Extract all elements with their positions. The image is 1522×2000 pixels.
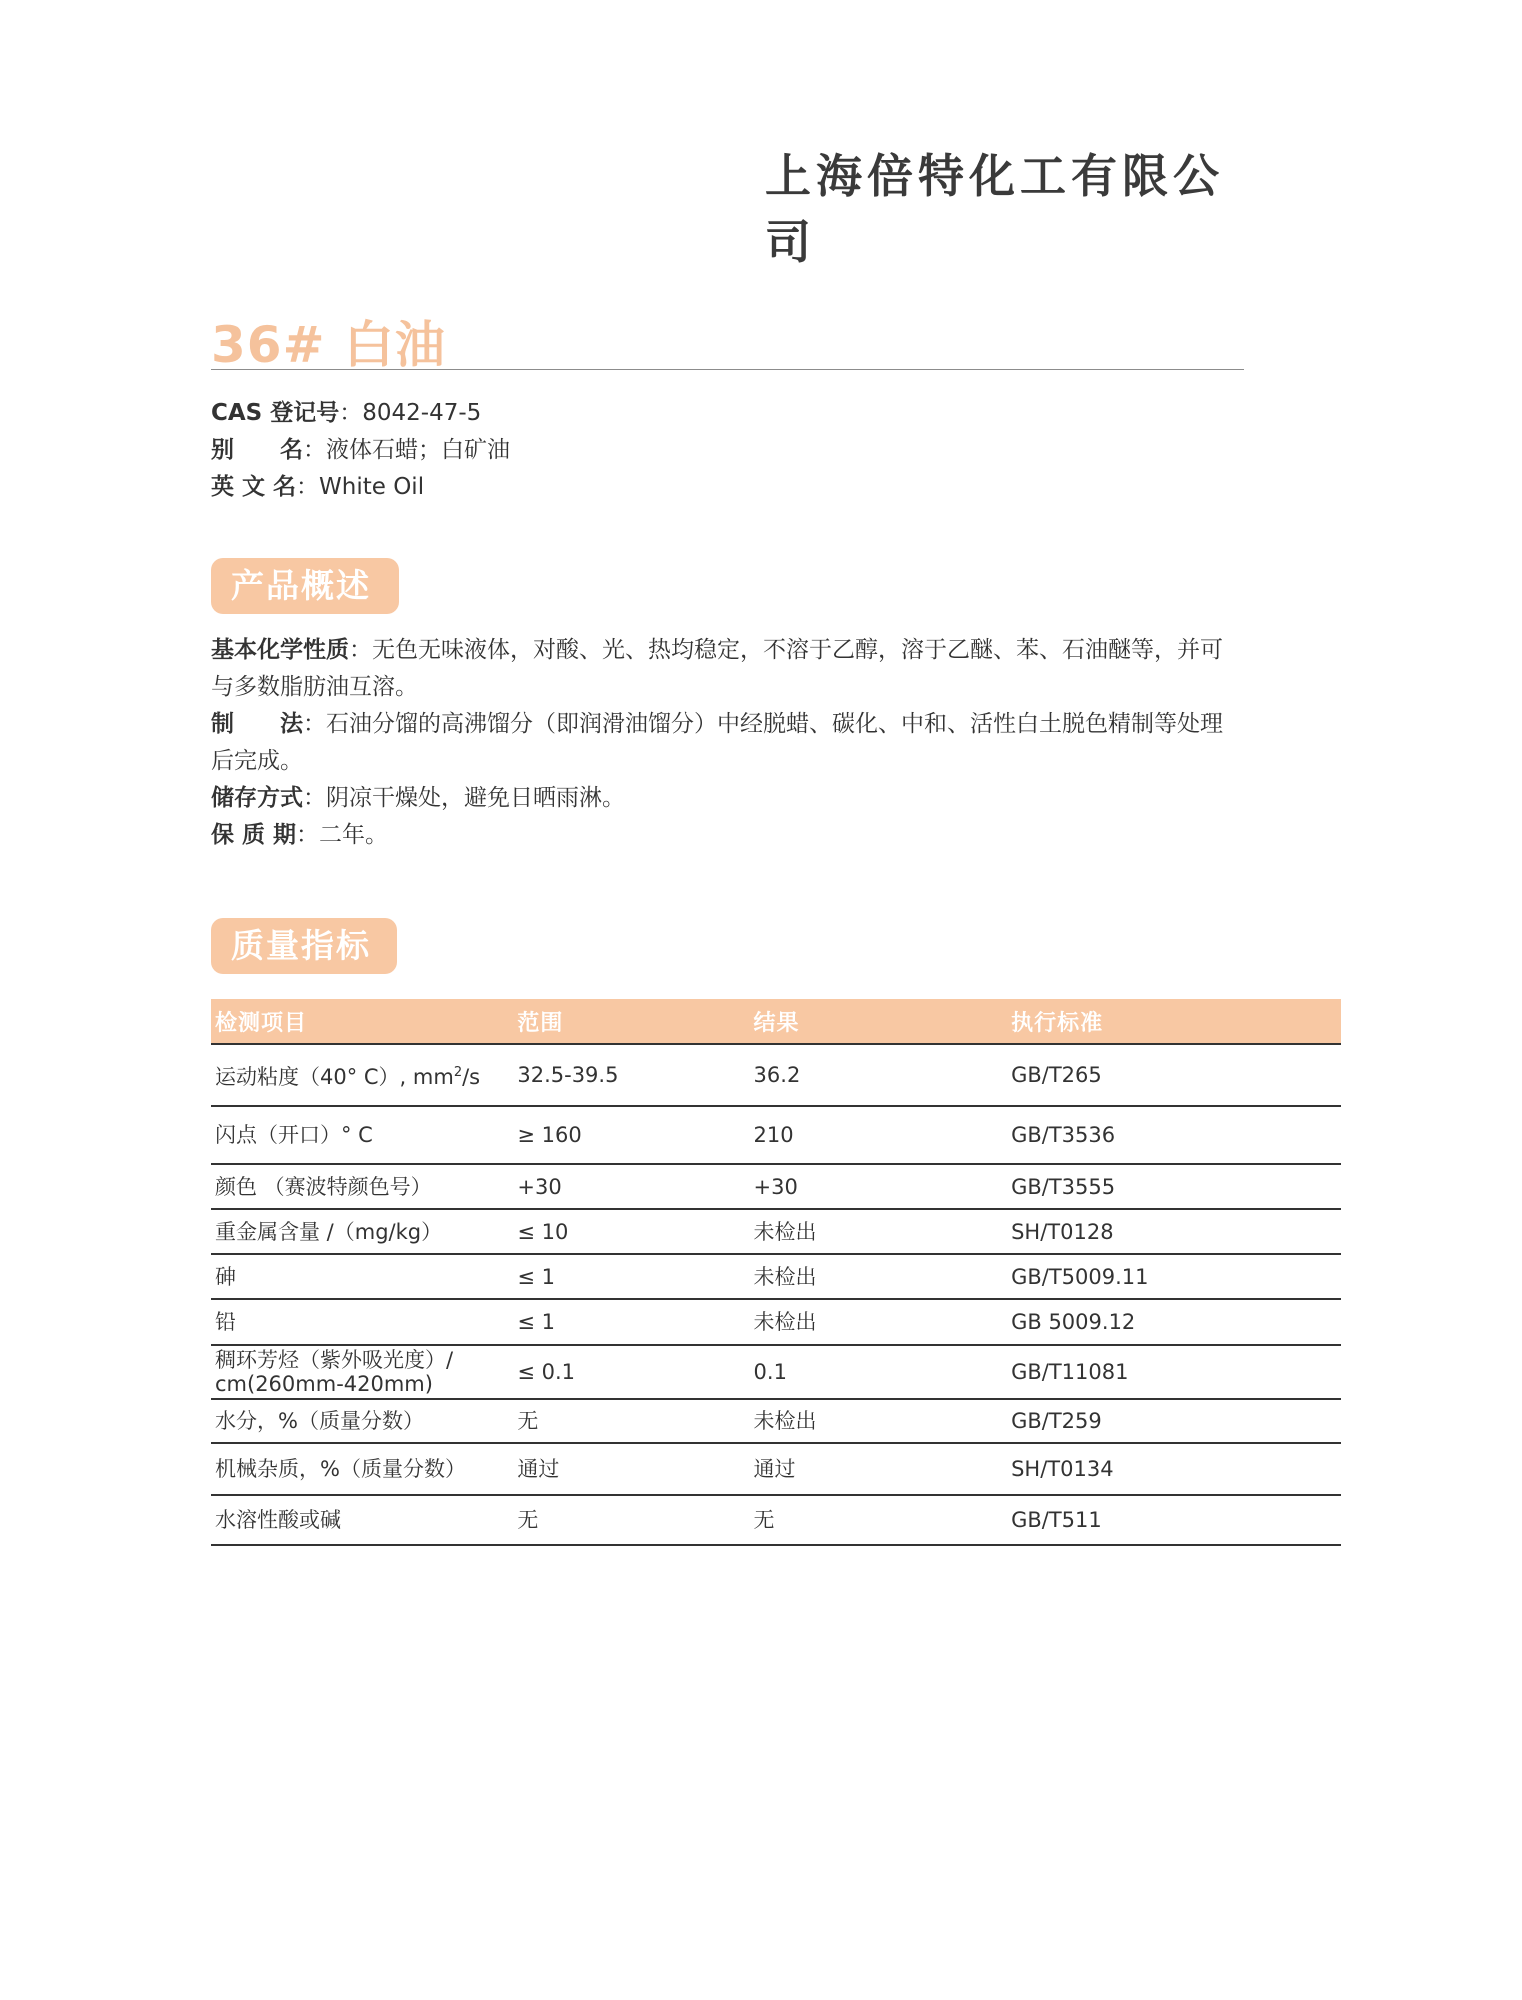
info-row-cas [211, 395, 510, 432]
cell-standard: GB/T11081 [1007, 1345, 1341, 1399]
item-text: 运动粘度（40° C）, mm [215, 1065, 454, 1089]
overview-sep: ： [303, 711, 326, 737]
cell-range: 无 [513, 1495, 749, 1545]
overview-key: 保 质 期 [211, 822, 297, 848]
info-sep: ： [303, 437, 326, 463]
cell-standard: GB/T3555 [1007, 1164, 1341, 1209]
overview-paragraph [211, 706, 1231, 780]
cell-standard: GB/T5009.11 [1007, 1254, 1341, 1299]
cell-standard: GB/T3536 [1007, 1106, 1341, 1164]
cell-range: ≥ 160 [513, 1106, 749, 1164]
cell-range: ≤ 10 [513, 1209, 749, 1254]
overview-paragraph [211, 817, 1231, 854]
overview-key: 储存方式 [211, 785, 303, 811]
cell-item: 重金属含量 /（mg/kg） [211, 1209, 513, 1254]
product-info [211, 395, 510, 506]
cell-result: 36.2 [750, 1044, 1008, 1106]
overview-value: 石油分馏的高沸馏分（即润滑油馏分）中经脱蜡、碳化、中和、活性白土脱色精制等处理后完成。 [211, 711, 1223, 774]
table-row [211, 1254, 1341, 1299]
cell-range: 无 [513, 1399, 749, 1443]
cell-standard: GB/T259 [1007, 1399, 1341, 1443]
cell-standard: GB 5009.12 [1007, 1299, 1341, 1345]
cell-standard: SH/T0134 [1007, 1443, 1341, 1495]
info-key: 英 文 名 [211, 474, 297, 500]
table-row [211, 1399, 1341, 1443]
cell-result: 未检出 [750, 1299, 1008, 1345]
table-row [211, 1495, 1341, 1545]
info-sep: ： [339, 400, 363, 426]
info-value: 8042-47-5 [362, 400, 482, 426]
company-name: 上海倍特化工有限公司 [765, 149, 1224, 269]
cell-result: 0.1 [750, 1345, 1008, 1399]
cell-range: ≤ 1 [513, 1299, 749, 1345]
overview-sep: ： [296, 822, 320, 848]
info-value: 液体石蜡；白矿油 [326, 437, 510, 463]
info-row-english-name [211, 469, 510, 506]
overview-value: 二年。 [319, 822, 389, 848]
overview-sep: ： [349, 637, 372, 663]
cell-standard: GB/T511 [1007, 1495, 1341, 1545]
cell-range: ≤ 0.1 [513, 1345, 749, 1399]
table-row [211, 1345, 1341, 1399]
cell-standard: SH/T0128 [1007, 1209, 1341, 1254]
cell-item: 闪点（开口）° C [211, 1106, 513, 1164]
table-row [211, 1164, 1341, 1209]
info-key: CAS 登记号 [211, 400, 340, 426]
cell-result: 未检出 [750, 1209, 1008, 1254]
section-heading-quality: 质量指标 [211, 918, 397, 974]
cell-range: 32.5-39.5 [513, 1044, 749, 1106]
cell-standard: GB/T265 [1007, 1044, 1341, 1106]
cell-item: 机械杂质，%（质量分数） [211, 1443, 513, 1495]
cell-item: 水分，%（质量分数） [211, 1399, 513, 1443]
cell-result: 未检出 [750, 1254, 1008, 1299]
column-header: 结果 [750, 999, 1008, 1044]
cell-item: 颜色 （赛波特颜色号） [211, 1164, 513, 1209]
info-value: White Oil [319, 474, 425, 500]
item-tail: /s [462, 1065, 481, 1089]
cell-result: 未检出 [750, 1399, 1008, 1443]
table-row [211, 1443, 1341, 1495]
cell-range: +30 [513, 1164, 749, 1209]
column-header: 执行标准 [1007, 999, 1341, 1044]
overview-text [211, 632, 1231, 854]
cell-result: 210 [750, 1106, 1008, 1164]
cell-item [211, 1044, 513, 1106]
cell-result: +30 [750, 1164, 1008, 1209]
cell-item: 砷 [211, 1254, 513, 1299]
title-divider [211, 369, 1244, 370]
cell-result: 通过 [750, 1443, 1008, 1495]
overview-sep: ： [303, 785, 326, 811]
overview-value: 无色无味液体，对酸、光、热均稳定，不溶于乙醇，溶于乙醚、苯、石油醚等，并可与多数脂肪油互溶。 [211, 637, 1223, 700]
item-superscript: 2 [453, 1065, 463, 1080]
table-row [211, 1209, 1341, 1254]
table-row [211, 1044, 1341, 1106]
column-header: 检测项目 [211, 999, 513, 1044]
overview-paragraph [211, 780, 1231, 817]
table-row [211, 1106, 1341, 1164]
cell-result: 无 [750, 1495, 1008, 1545]
cell-range: ≤ 1 [513, 1254, 749, 1299]
info-sep: ： [296, 474, 320, 500]
overview-key: 基本化学性质 [211, 637, 349, 663]
table-header-row [211, 999, 1341, 1044]
overview-value: 阴凉干燥处，避免日晒雨淋。 [326, 785, 625, 811]
table-row [211, 1299, 1341, 1345]
info-row-alias [211, 432, 510, 469]
section-heading-overview: 产品概述 [211, 558, 399, 614]
overview-key: 制 法 [211, 711, 303, 737]
info-key: 别 名 [211, 437, 303, 463]
cell-item: 稠环芳烃（紫外吸光度）/ cm(260mm-420mm) [211, 1345, 513, 1399]
overview-paragraph [211, 632, 1231, 706]
cell-item: 水溶性酸或碱 [211, 1495, 513, 1545]
cell-range: 通过 [513, 1443, 749, 1495]
cell-item: 铅 [211, 1299, 513, 1345]
product-title: 36# 白油 [211, 316, 446, 374]
quality-spec-table [211, 999, 1341, 1546]
column-header: 范围 [513, 999, 749, 1044]
